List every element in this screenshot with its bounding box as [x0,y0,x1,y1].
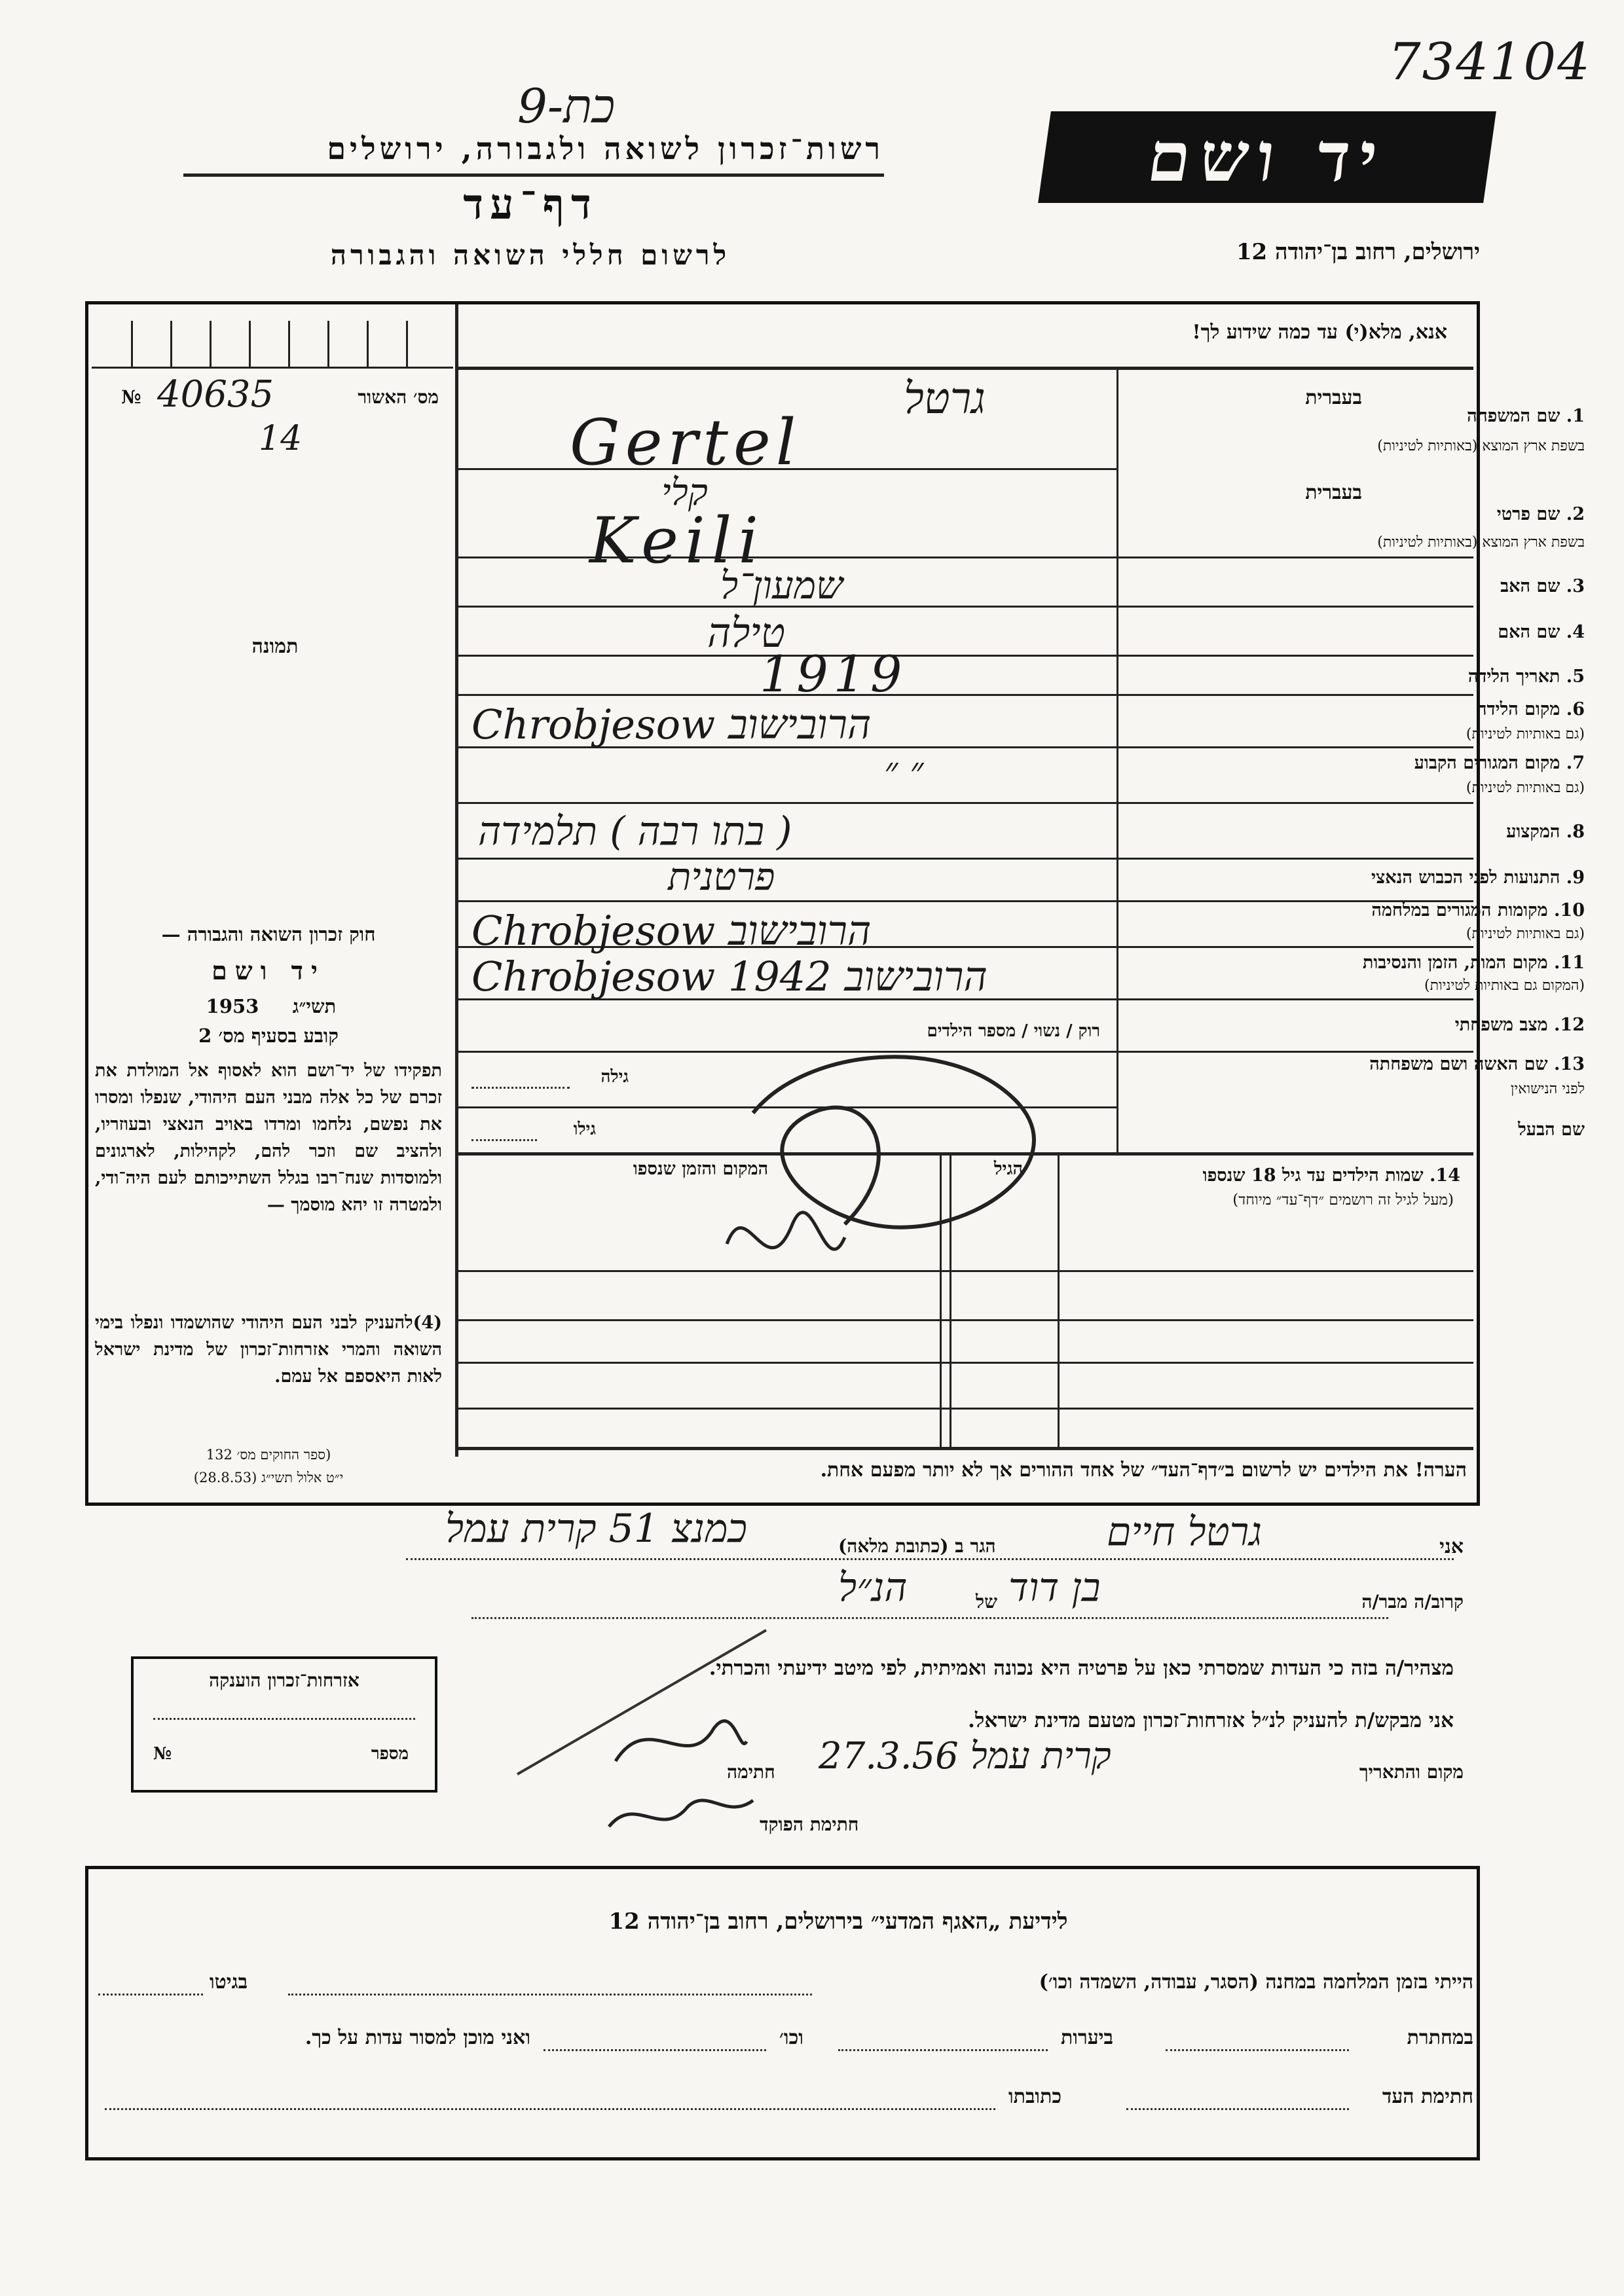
law-name: יד ושם [212,956,325,985]
field-2-value-hebrew: קלי [661,471,708,514]
children-place-header: המקום והזמן שנספו [633,1159,769,1179]
approval-sub-number: 14 [259,419,303,458]
law-source-2: י״ט אלול תשי״ג (28.8.53) [193,1470,344,1485]
stamp-number-label: מספר [371,1744,409,1764]
field-10-value: הרובישוב Chrobjesow [471,907,872,955]
archive-number: 734104 [1388,33,1591,92]
field-6-value: הרובישוב Chrobjesow [471,701,872,748]
husband-name-label: שם הבעל [1518,1120,1585,1140]
approval-number-prefix: № [121,386,141,408]
field-13-sub: לפני הנישואין [1510,1081,1585,1097]
label-column-divider [1116,370,1118,1152]
field-4-value: טילה [707,609,786,657]
field-1-tag: בעברית [1305,386,1362,409]
field-1-value-latin: Gertel [570,406,802,479]
footer-line2-b: ביערות [1061,2026,1114,2049]
field-11-label: 11. מקום המות, הזמן והנסיבות [1362,953,1585,973]
field-8-value: ( בתו רבה ) תלמידה [478,809,792,854]
declaration-of-value: הנ״ל [838,1565,908,1611]
authority-line: רשות־זכרון לשואה ולגבורה, ירושלים [327,131,884,166]
children-age-header: הגיל [993,1159,1024,1179]
field-12-label: 12. מצב משפחתי [1454,1015,1585,1035]
field-11-value: הרובישוב 1942 Chrobjesow [471,953,987,1000]
approval-label: מס׳ האשור [358,386,439,408]
field-3-label: 3. שם האב [1500,576,1585,596]
declaration-lives-label: הגר ב (כתובת מלאה) [838,1535,996,1557]
official-signature-label: חתימת הפוקד [760,1813,859,1835]
footer-line3-b: כתובתו [1008,2085,1062,2108]
field-1-label: 1. שם המשפחה [1467,406,1585,426]
law-source-1: (ספר החוקים מס׳ 132 [206,1447,331,1463]
field-9-label: 9. התנועות לפני הכבוש הנאצי [1371,867,1585,888]
field-5-label: 5. תאריך הלידה [1467,666,1585,687]
declaration-of-label: של [976,1591,997,1613]
law-clause: (4)להעניק לבני העם היהודי שהושמדו ונפלו בימי השואה והמרי אזרחות־זכרון של מדינת ישראל לאות היאספם אל עמם. [95,1313,442,1387]
field-2-label: 2. שם פרטי [1496,504,1585,524]
footer-line2-c: וכו׳ [779,2026,803,2049]
declaration-relation-label: קרוב/ה מבר/ה [1361,1591,1464,1613]
field-5-value: 1919 [760,645,908,703]
field-8-label: 8. המקצוע [1506,822,1585,842]
signature-label: חתימה [727,1761,775,1783]
citizenship-stamp-box [131,1656,437,1793]
wife-age-label: גילה [600,1067,629,1087]
left-column-divider [455,304,458,1457]
field-7-value: ״ ״ [884,750,924,792]
note-text: הערה! את הילדים יש לרשום ב״דף־העד״ של אחד ההורים אך לא יותר מפעם אחת. [820,1459,1467,1482]
field-2-tag: בעברית [1305,481,1362,504]
stamp-number-prefix: № [153,1744,172,1764]
field-7-label: 7. מקום המגורים הקבוע [1414,753,1585,773]
law-year: 1953 [206,995,259,1017]
scribble-mark [674,1008,1107,1296]
stamp-title: אזרחות־זכרון הוענקה [209,1669,360,1691]
field-9-value: פרטנית [668,854,775,899]
field-10-label: 10. מקומות המגורים במלחמה [1371,900,1585,920]
header-address: ירושלים, רחוב בן־יהודה 12 [1236,239,1480,265]
place-date-label: מקום והתאריך [1359,1761,1464,1783]
approval-number: 40635 [157,373,274,416]
declaration-i-value: גרטל חיים [1107,1509,1263,1555]
handwritten-annotation: כת-9 [517,79,616,134]
children-sub: (מעל לגיל זה רושמים ״דף־עד״ מיוחד) [1232,1192,1454,1209]
law-text: תפקידו של יד־ושם הוא לאסוף אל המולדת את זכרם של כל אלה מבני העם היהודי, שנפלו ומסרו את נפשם, נלחמו ומרדו באויב הנאצי ובעוזריו, ולהציב שם וזכר להם, לקהילות, לארגונים ולמוסדות שנח־רבו בגלל השתייכותם לעם היה־ודי, ולמטרה זו יהא מוסמך — [95,1061,442,1215]
diagonal-stroke [511,1624,773,1781]
law-section: קובע בסעיף מס׳ 2 [198,1025,339,1047]
field-1-value-hebrew: גרטל [904,373,986,424]
footer-line2-d: ואני מוכן למסור עדות על כך. [304,2026,530,2049]
footer-line1-start: הייתי בזמן המלחמה במחנה (הסגר, עבודה, השמדה וכו׳) [1039,1971,1473,1994]
field-2-value-latin: Keili [589,504,766,577]
marital-options: רוק / נשוי / מספר הילדים [927,1021,1100,1041]
footer-line1-end: בגיטו [210,1971,248,1994]
children-label: 14. שמות הילדים עד גיל 18 שנספו [1202,1165,1460,1186]
declaration-request: אני מבקש/ת להעניק לנ״ל אזרחות־זכרון מטעם מדינת ישראל. [968,1709,1454,1732]
photo-label: תמונה [251,635,299,658]
field-7-sub: (גם באותיות לטיניות) [1466,780,1585,796]
yad-vashem-logo: יד ושם [1038,111,1496,203]
field-3-value: שמעון־ל [720,563,843,608]
field-1-sub: בשפת ארץ המוצא (באותיות לטיניות) [1377,438,1585,454]
declaration-address-value: כמנצ 51 קרית עמל [445,1506,747,1552]
place-date-value: קרית עמל 27.3.56 [819,1735,1111,1777]
footer-title: לידיעת „האגף המדעי״ בירושלים, רחוב בן־יהודה 12 [608,1908,1068,1935]
husband-age-label: גילו [573,1120,596,1139]
intro-underline [458,367,1473,370]
footer-line3-a: חתימת העד [1382,2085,1473,2108]
declaration-statement: מצהיר/ה בזה כי העדות שמסרתי כאן על פרטיה היא נכונה ואמיתית, לפי מיטב ידיעתי והכרתי. [709,1656,1454,1680]
footer-line2-a: במחתרת [1407,2026,1473,2049]
field-2-sub: בשפת ארץ המוצא (באותיות לטיניות) [1377,534,1585,551]
declaration-relation-value: בן דוד [1008,1565,1101,1611]
approval-box-line [92,367,453,369]
declaration-i-label: אני [1439,1535,1464,1558]
law-title: חוק זכרון השואה והגבורה — [161,923,376,945]
authority-underline [183,173,884,177]
page-title: דף־עד [463,180,598,229]
field-13-label: 13. שם האשה ושם משפחתה [1369,1054,1585,1074]
field-10-sub: (גם באותיות לטיניות) [1466,926,1585,942]
intro-line: אנא, מלא(י) עד כמה שידוע לך! [1192,321,1447,344]
law-year-heb: תשי״ג [292,995,337,1017]
field-6-sub: (גם באותיות לטיניות) [1466,726,1585,742]
field-11-sub: (המקום גם באותיות לטיניות) [1424,977,1585,994]
official-signature [602,1781,760,1846]
field-4-label: 4. שם האם [1498,622,1585,642]
approval-box [92,308,452,373]
field-6-label: 6. מקום הלידה [1477,699,1585,720]
page-subtitle: לרשום חללי השואה והגבורה [330,239,731,271]
